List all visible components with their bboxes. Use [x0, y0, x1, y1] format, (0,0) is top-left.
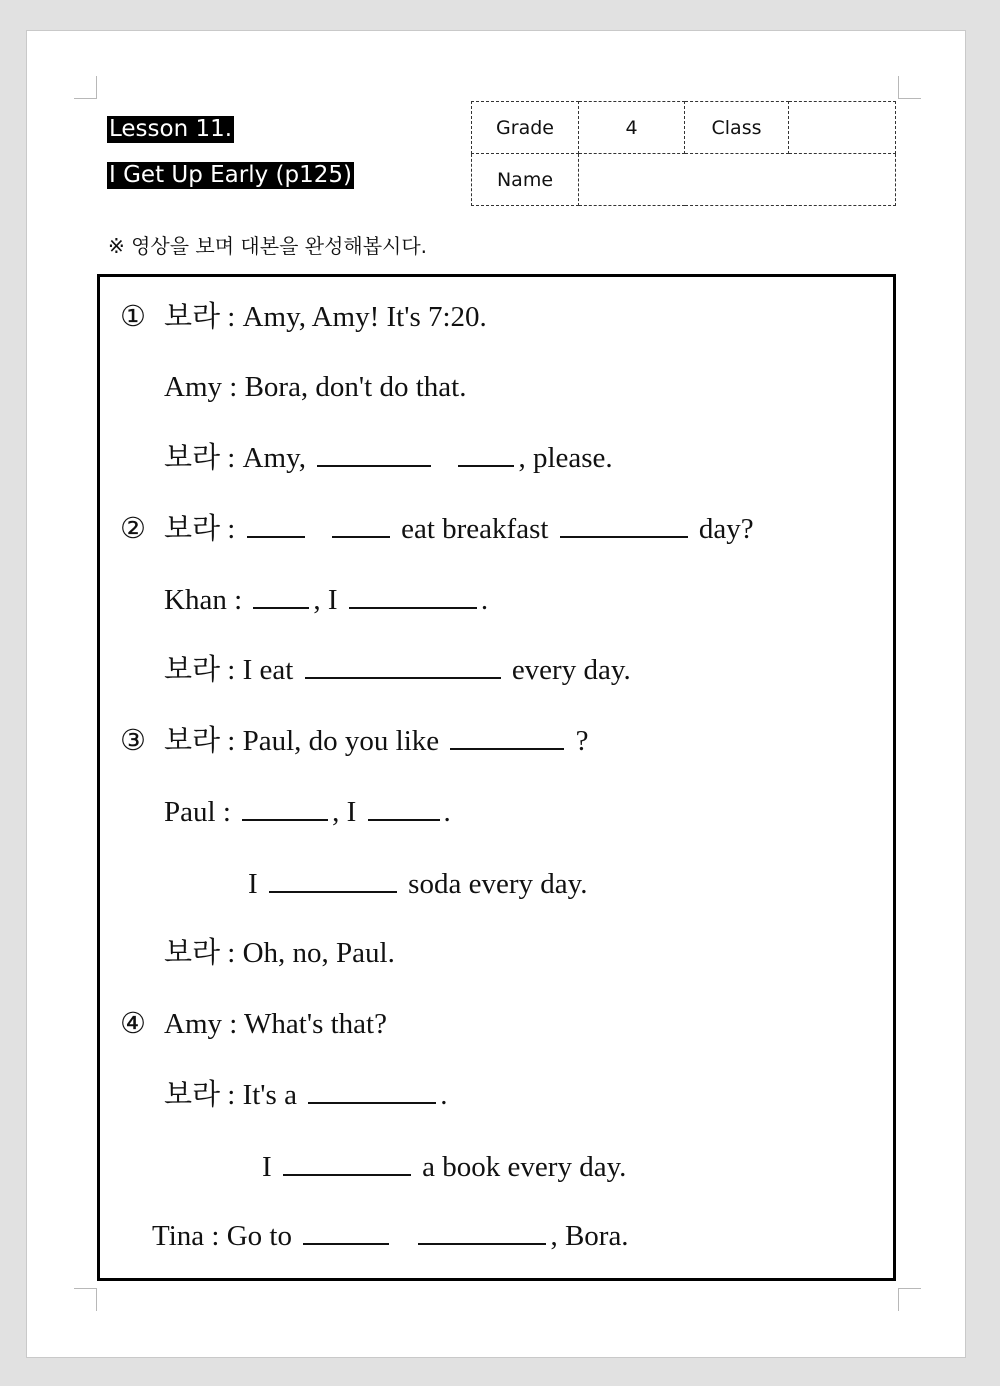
answer-blank[interactable]: [317, 441, 431, 467]
speaker: 보라: [164, 513, 221, 545]
line-text: Paul, do you like: [242, 725, 440, 757]
line-text: a book every day.: [422, 1151, 627, 1183]
speaker: 보라: [164, 1079, 221, 1111]
dialogue-line-3: [164, 438, 613, 478]
dialogue-line-13: [262, 1147, 626, 1187]
line-text: , please.: [518, 442, 613, 474]
answer-blank[interactable]: [368, 795, 440, 821]
speaker: Tina: [152, 1220, 205, 1252]
item-number: ④: [120, 1008, 146, 1040]
colon: :: [227, 442, 236, 474]
line-text: .: [440, 1079, 448, 1111]
dialogue-line-1: [120, 297, 487, 337]
answer-blank[interactable]: [450, 724, 564, 750]
line-text: every day.: [511, 654, 631, 686]
answer-blank[interactable]: [418, 1219, 546, 1245]
answer-blank[interactable]: [303, 1219, 389, 1245]
colon: :: [227, 937, 236, 969]
dialogue-line-2: [164, 367, 466, 407]
dialogue-line-11: [120, 1004, 387, 1044]
dialogue-line-7: [120, 721, 589, 761]
line-text: Go to: [226, 1220, 292, 1252]
speaker: 보라: [164, 654, 221, 686]
answer-blank[interactable]: [458, 441, 514, 467]
colon: :: [229, 1008, 238, 1040]
colon: :: [227, 301, 236, 333]
line-text: day?: [698, 513, 754, 545]
dialogue-line-6: [164, 650, 631, 690]
colon: :: [222, 796, 231, 828]
crop-mark-bottom-right: [898, 1288, 921, 1311]
dialogue-line-5: [164, 580, 488, 620]
line-text: , I: [313, 584, 338, 616]
dialogue-box: [97, 274, 896, 1281]
speaker: Khan: [164, 584, 227, 616]
lesson-number: Lesson 11.: [109, 116, 233, 142]
class-label: Class: [685, 102, 789, 154]
crop-mark-top-left: [74, 76, 97, 99]
dialogue-line-9: [248, 864, 587, 904]
item-number: ①: [120, 301, 146, 333]
instruction-text: ※ 영상을 보며 대본을 완성해봅시다.: [108, 234, 428, 258]
line-text: Amy, Amy! It's 7:20.: [242, 301, 487, 333]
colon: :: [227, 725, 236, 757]
name-value[interactable]: [579, 154, 896, 206]
line-text: , Bora.: [550, 1220, 629, 1252]
answer-blank[interactable]: [308, 1078, 436, 1104]
dialogue-line-14: [152, 1216, 629, 1256]
line-text: .: [443, 796, 451, 828]
answer-blank[interactable]: [283, 1150, 411, 1176]
colon: :: [234, 584, 243, 616]
answer-blank[interactable]: [560, 512, 688, 538]
line-text: soda every day.: [408, 868, 588, 900]
speaker: 보라: [164, 442, 221, 474]
line-text: What's that?: [244, 1008, 387, 1040]
grade-value[interactable]: 4: [579, 102, 685, 154]
answer-blank[interactable]: [349, 583, 477, 609]
grade-label: Grade: [472, 102, 579, 154]
colon: :: [227, 1079, 236, 1111]
speaker: Amy: [164, 1008, 222, 1040]
speaker: Paul: [164, 796, 216, 828]
student-info-table: [471, 101, 896, 206]
line-text: I: [248, 868, 258, 900]
answer-blank[interactable]: [305, 653, 501, 679]
colon: :: [227, 513, 236, 545]
lesson-title: I Get Up Early (p125): [109, 162, 352, 188]
speaker: 보라: [164, 301, 221, 333]
answer-blank[interactable]: [242, 795, 328, 821]
line-text: .: [480, 584, 489, 616]
answer-blank[interactable]: [269, 867, 397, 893]
speaker: 보라: [164, 937, 221, 969]
answer-blank[interactable]: [247, 512, 305, 538]
answer-blank[interactable]: [253, 583, 309, 609]
speaker: Amy: [164, 371, 222, 403]
dialogue-line-12: [164, 1075, 447, 1115]
line-text: Oh, no, Paul.: [242, 937, 395, 969]
name-label: Name: [472, 154, 579, 206]
colon: :: [211, 1220, 220, 1252]
item-number: ③: [120, 725, 146, 757]
crop-mark-bottom-left: [74, 1288, 97, 1311]
colon: :: [229, 371, 238, 403]
line-text: It's a: [242, 1079, 297, 1111]
dialogue-line-8: [164, 792, 451, 832]
line-text: , I: [332, 796, 357, 828]
line-text: Amy,: [242, 442, 306, 474]
answer-blank[interactable]: [332, 512, 390, 538]
line-text: I: [262, 1151, 272, 1183]
line-text: I eat: [242, 654, 294, 686]
line-text: Bora, don't do that.: [244, 371, 467, 403]
line-text: eat breakfast: [401, 513, 549, 545]
dialogue-line-4: [120, 509, 754, 549]
class-value[interactable]: [789, 102, 896, 154]
speaker: 보라: [164, 725, 221, 757]
line-text: ?: [575, 725, 589, 757]
dialogue-line-10: [164, 933, 395, 973]
colon: :: [227, 654, 236, 686]
crop-mark-top-right: [898, 76, 921, 99]
item-number: ②: [120, 513, 146, 545]
